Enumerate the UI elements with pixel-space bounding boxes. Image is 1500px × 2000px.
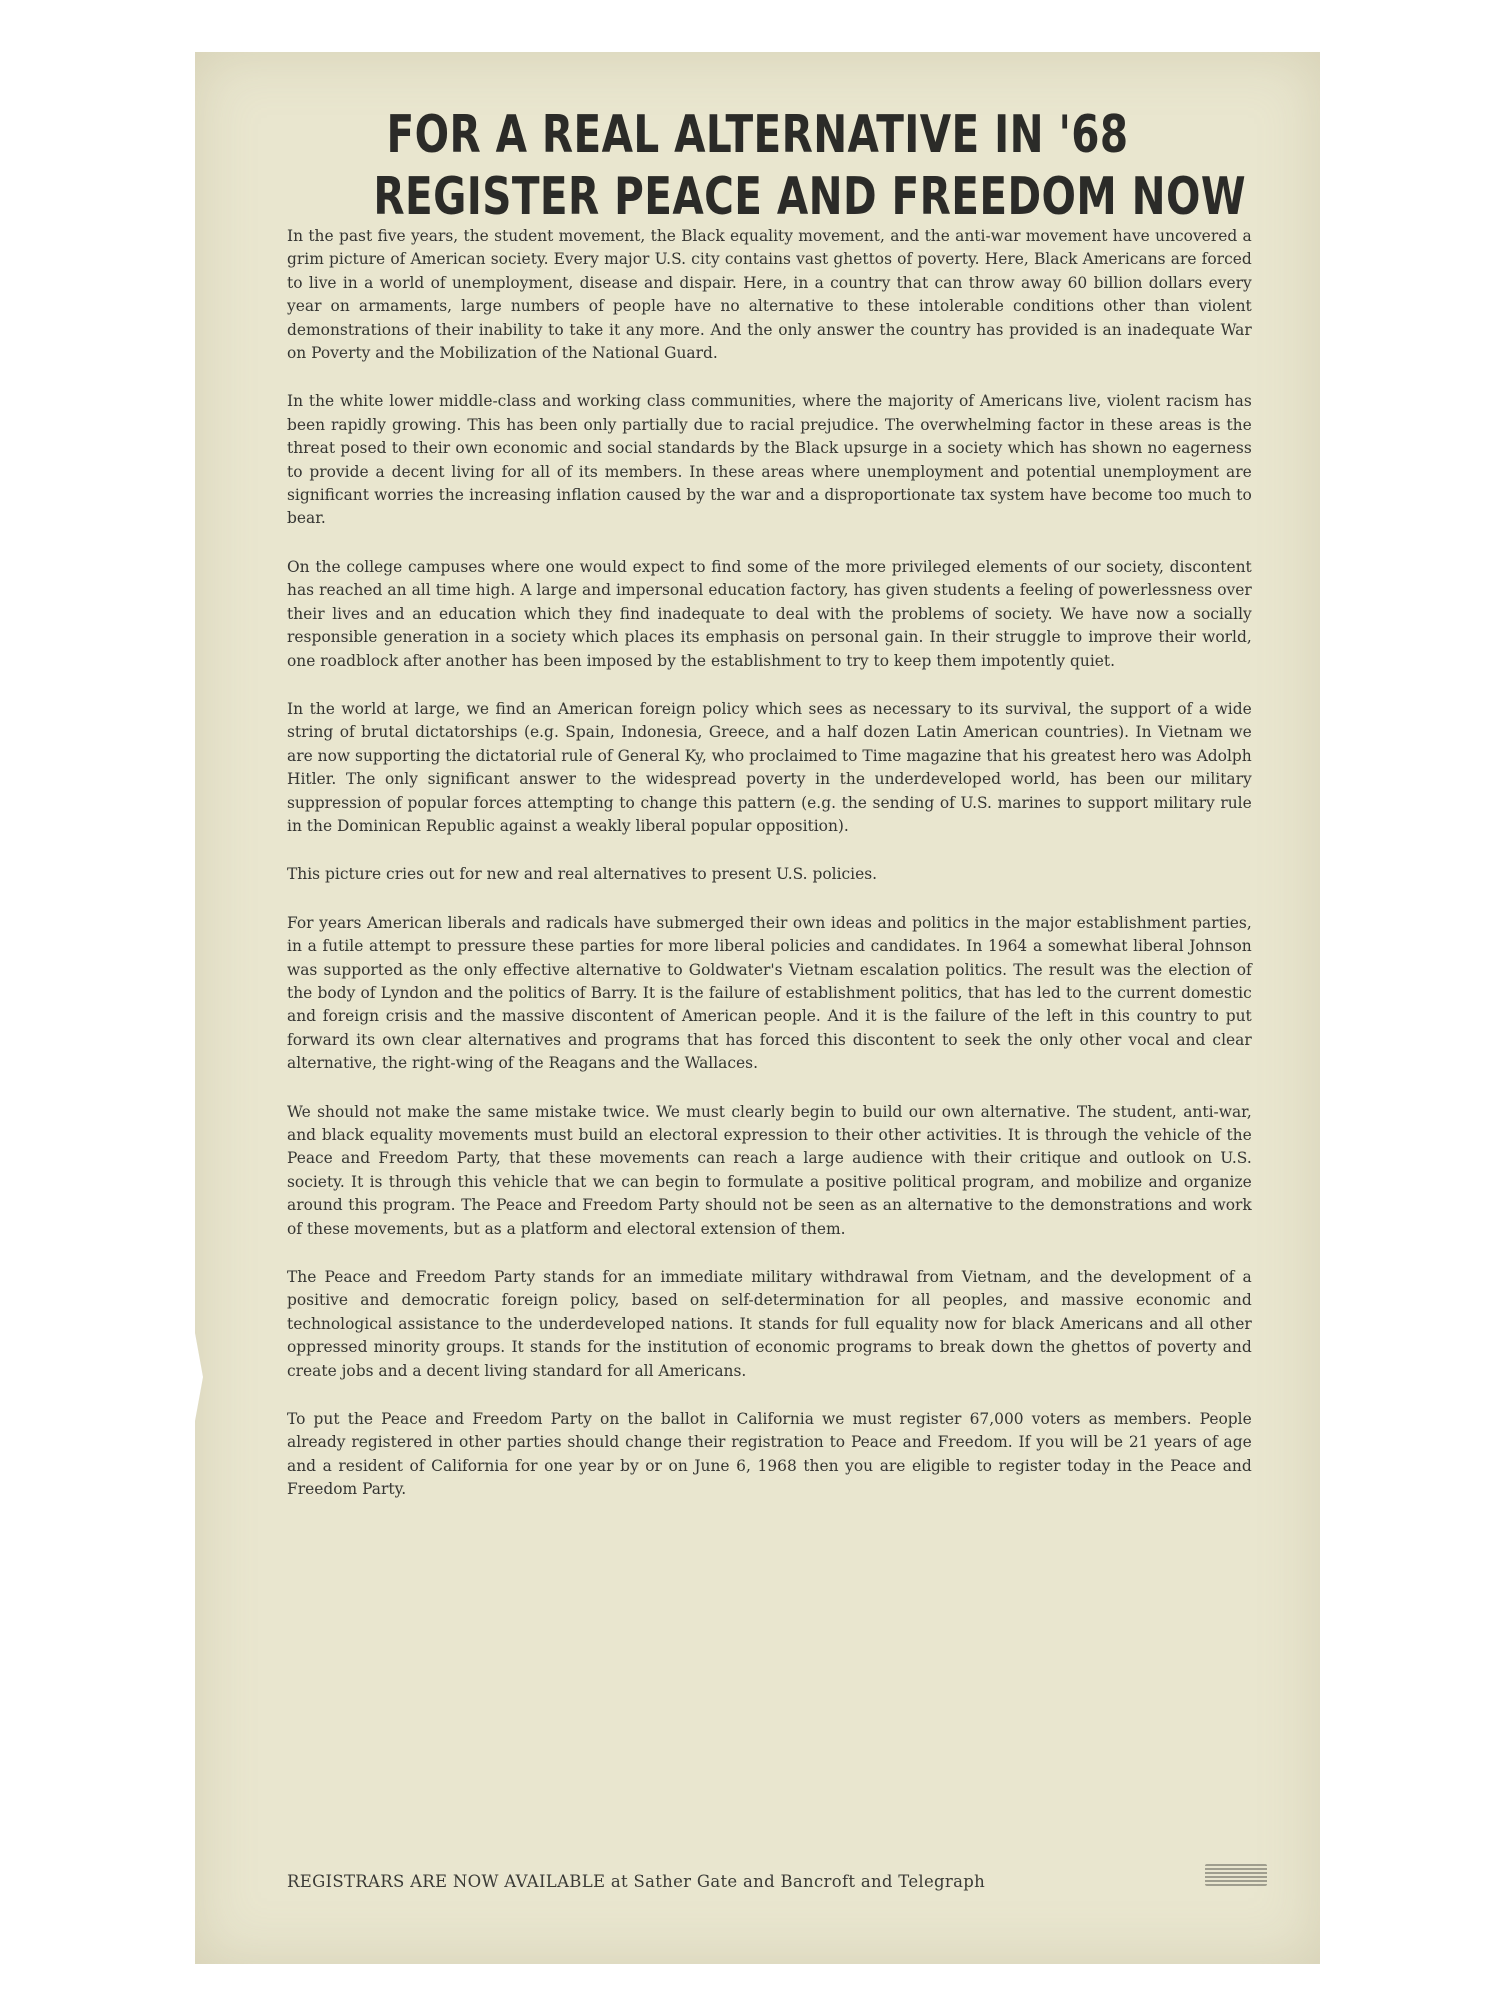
paragraph-platform: The Peace and Freedom Party stands for an immediate military withdrawal from Vietnam, and the development of a positive and democratic foreign policy, based on self-determination for all peoples, and massive economic and technological assistance to the underdeveloped nations. It stands for full equality now for black Americans and all other oppressed minority groups. It stands for the institution of economic programs to break down the ghettos of poverty and create jobs and a decent living standard for all Americans. <box>287 1267 1252 1380</box>
paragraph-same-mistake: We should not make the same mistake twice. We must clearly begin to build our own alternative. The student, anti-war, and black equality movements must build an electoral expression to their other activities. It is through the vehicle of the Peace and Freedom Party, that these movements can reach a large audience with their critique and outlook on U.S. society. It is through this vehicle that we can begin to formulate a positive political program, and mobilize and organize around this program. The Peace and Freedom Party should not be seen as an alternative to the demonstrations and work of these movements, but as a platform and electoral extension of them. <box>287 1101 1252 1238</box>
union-label-icon <box>1205 1864 1267 1886</box>
flyer-page <box>195 52 1320 1964</box>
flyer-title <box>373 104 1246 228</box>
footer-lead: REGISTRARS ARE NOW AVAILABLE <box>287 1872 606 1891</box>
title-line-2: REGISTER PEACE AND FREEDOM NOW <box>373 167 1246 227</box>
paragraph-intro: In the past five years, the student movement, the Black equality movement, and the anti-war movement have uncovered a grim picture of American society. Every major U.S. city contains vast ghettos of poverty. Here, Black Americans are forced to live in a world of unemployment, disease and dispair. Here, in a country that can throw away 60 billion dollars every year on armaments, large numbers of people have no alternative to these intolerable conditions other than violent demonstrations of their inability to take it any more. And the only answer the country has provided is an inadequate War on Poverty and the Mobilization of the National Guard. <box>287 226 1252 363</box>
paragraph-foreign-policy: In the world at large, we find an American foreign policy which sees as necessary to its survival, the support of a wide string of brutal dictatorships (e.g. Spain, Indonesia, Greece, and a half dozen Latin American countries). In Vietnam we are now supporting the dictatorial rule of General Ky, who proclaimed to Time magazine that his greatest hero was Adolph Hitler. The only significant answer to the widespread poverty in the underdeveloped world, has been our military suppression of popular forces attempting to change this pattern (e.g. the sending of U.S. marines to support military rule in the Dominican Republic against a weakly liberal popular opposition). <box>287 698 1252 835</box>
flyer-footer <box>287 1872 985 1891</box>
paragraph-registration: To put the Peace and Freedom Party on the ballot in California we must register 67,000 voters as members. People already registered in other parties should change their registration to Peace and Freedom. If you will be 21 years of age and a resident of California for one year by or on June 6, 1968 then you are eligible to register today in the Peace and Freedom Party. <box>287 1409 1252 1499</box>
paragraph-alternatives: This picture cries out for new and real alternatives to present U.S. policies. <box>287 864 878 884</box>
flyer-body <box>287 224 1252 1526</box>
paper-tear <box>193 1322 203 1432</box>
title-line-1: FOR A REAL ALTERNATIVE IN '68 <box>386 105 1129 165</box>
paragraph-working-class: In the white lower middle-class and working class communities, where the majority of Americans live, violent racism has been rapidly growing. This has been only partially due to racial prejudice. The overwhelming factor in these areas is the threat posed to their own economic and social standards by the Black upsurge in a society which has shown no eagerness to provide a decent living for all of its members. In these areas where unemployment and potential unemployment are significant worries the increasing inflation caused by the war and a disproportionate tax system have become too much to bear. <box>287 391 1252 528</box>
footer-location: at Sather Gate and Bancroft and Telegraph <box>610 1872 986 1891</box>
paragraph-campuses: On the college campuses where one would expect to find some of the more privileged elements of our society, discontent has reached an all time high. A large and impersonal education factory, has given students a feeling of powerlessness over their lives and an education which they find inadequate to deal with the problems of society. We have now a socially responsible generation in a society which places its emphasis on personal gain. In their struggle to improve their world, one roadblock after another has been imposed by the establishment to try to keep them impotently quiet. <box>287 556 1252 670</box>
paragraph-liberals: For years American liberals and radicals have submerged their own ideas and politics in the major establishment parties, in a futile attempt to pressure these parties for more liberal policies and candidates. In 1964 a somewhat liberal Johnson was supported as the only effective alternative to Goldwater's Vietnam escalation politics. The result was the election of the body of Lyndon and the politics of Barry. It is the failure of establishment politics, that has led to the current domestic and foreign crisis and the massive discontent of American people. And it is the failure of the left in this country to put forward its own clear alternatives and programs that has forced this discontent to seek the only other vocal and clear alternative, the right-wing of the Reagans and the Wallaces. <box>287 912 1252 1073</box>
